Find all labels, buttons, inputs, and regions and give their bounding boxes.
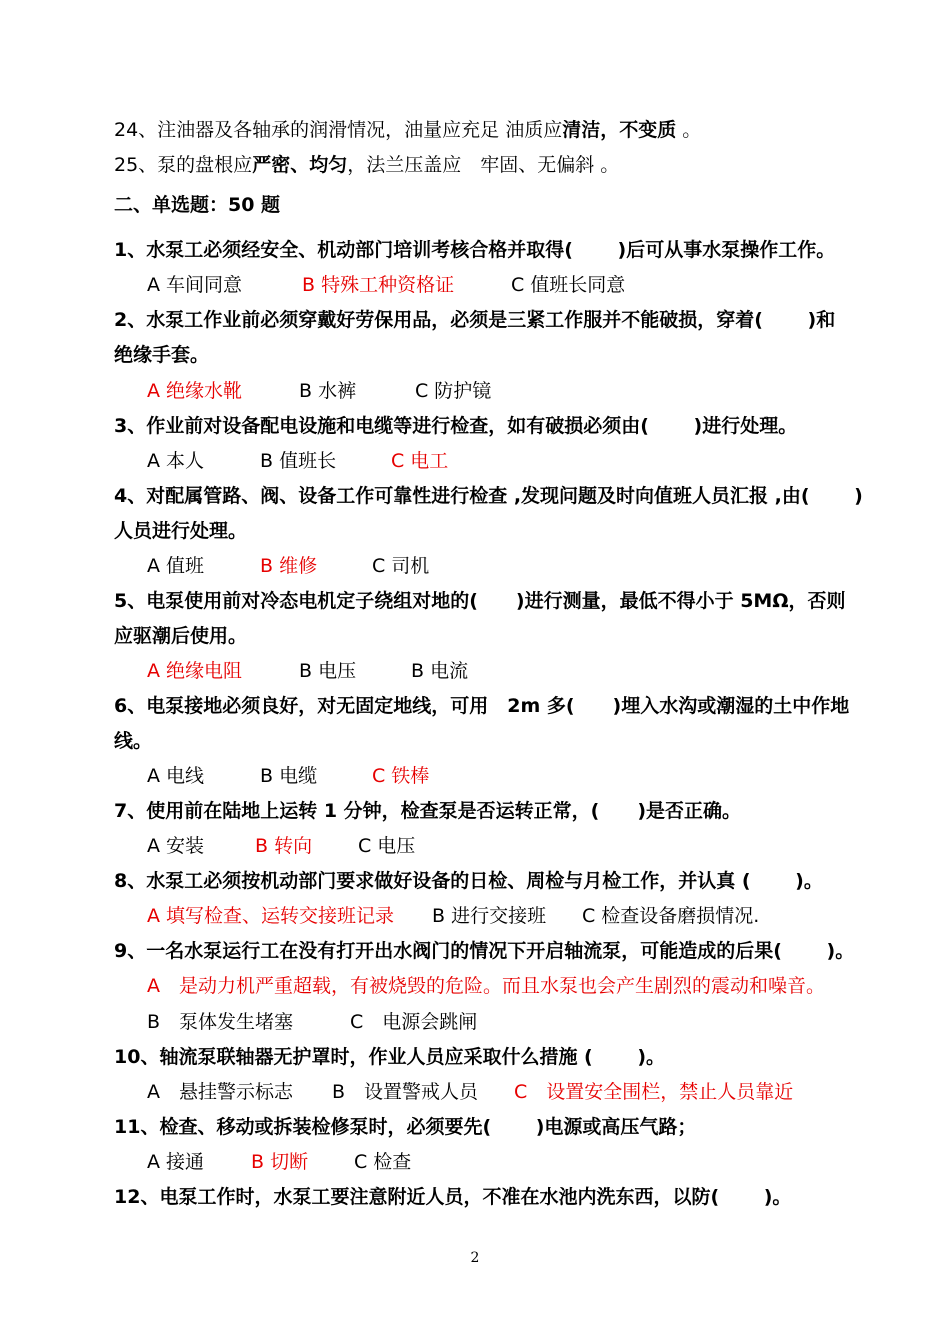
- option-c: C 电压: [358, 835, 416, 857]
- option-c: B 电流: [411, 660, 469, 682]
- option-c: C 值班长同意: [511, 274, 626, 296]
- question-7: 7、使用前在陆地上运转 1 分钟，检查泵是否运转正常，( )是否正确。: [114, 800, 742, 822]
- option-a-answer: A 绝缘电阻: [147, 660, 243, 682]
- option-b-answer: B 特殊工种资格证: [302, 274, 455, 296]
- option-c: C 电源会跳闸: [350, 1011, 478, 1033]
- question-5-cont: 应驱潮后使用。: [114, 625, 248, 647]
- question-4-cont: 人员进行处理。: [114, 520, 248, 542]
- question-10: 10、轴流泵联轴器无护罩时，作业人员应采取什么措施 ( )。: [114, 1046, 666, 1068]
- option-b: B 进行交接班: [432, 905, 547, 927]
- question-9: 9、一名水泵运行工在没有打开出水阀门的情况下开启轴流泵，可能造成的后果( )。: [114, 940, 855, 962]
- option-c-answer: C 电工: [391, 450, 449, 472]
- option-a: A 值班: [147, 555, 205, 577]
- option-a: A 悬挂警示标志: [147, 1081, 293, 1103]
- option-c: C 防护镜: [415, 380, 492, 402]
- option-b-answer: B 切断: [251, 1151, 309, 1173]
- question-6: 6、电泵接地必须良好，对无固定地线，可用 2m 多( )埋入水沟或潮湿的土中作地: [114, 695, 850, 717]
- option-a-answer: A 填写检查、运转交接班记录: [147, 905, 395, 927]
- question-8: 8、水泵工必须按机动部门要求做好设备的日检、周检与月检工作，并认真 ( )。: [114, 870, 823, 892]
- question-6-cont: 线。: [114, 730, 153, 752]
- option-b: B 泵体发生堵塞: [147, 1011, 294, 1033]
- option-c-answer: C 设置安全围栏，禁止人员靠近: [514, 1081, 794, 1103]
- question-11: 11、检查、移动或拆装检修泵时，必须要先( )电源或高压气路；: [114, 1116, 697, 1138]
- option-a: A 接通: [147, 1151, 205, 1173]
- option-b: B 电压: [299, 660, 357, 682]
- option-b-answer: B 转向: [255, 835, 313, 857]
- option-a-answer: A 是动力机严重超载，有被烧毁的危险。而且水泵也会产生剧烈的震动和噪音。: [147, 975, 825, 997]
- fill-item-24: 24、注油器及各轴承的润滑情况，油量应充足 油质应清洁，不变质 。: [114, 119, 702, 141]
- option-b: B 值班长: [260, 450, 337, 472]
- option-a: A 车间同意: [147, 274, 243, 296]
- option-a: A 本人: [147, 450, 205, 472]
- option-a: A 电线: [147, 765, 205, 787]
- question-3: 3、作业前对设备配电设施和电缆等进行检查，如有破损必须由( )进行处理。: [114, 415, 798, 437]
- page-number: 2: [470, 1250, 480, 1266]
- option-b: B 设置警戒人员: [332, 1081, 479, 1103]
- question-1: 1、水泵工必须经安全、机动部门培训考核合格并取得( )后可从事水泵操作工作。: [114, 239, 836, 261]
- question-2-cont: 绝缘手套。: [114, 344, 210, 366]
- question-4: 4、对配属管路、阀、设备工作可靠性进行检查 ,发现问题及时向值班人员汇报 ,由( ): [114, 485, 863, 507]
- option-c: C 检查: [354, 1151, 412, 1173]
- question-12: 12、电泵工作时，水泵工要注意附近人员，不准在水池内洗东西，以防( )。: [114, 1186, 792, 1208]
- option-a-answer: A 绝缘水靴: [147, 380, 243, 402]
- option-a: A 安装: [147, 835, 205, 857]
- section-title: 二、单选题：50 题: [114, 194, 281, 216]
- option-c: C 司机: [372, 555, 430, 577]
- option-b-answer: B 维修: [260, 555, 318, 577]
- question-5: 5、电泵使用前对冷态电机定子绕组对地的( )进行测量，最低不得小于 5MΩ，否则: [114, 590, 846, 612]
- option-c: C 检查设备磨损情况.: [582, 905, 760, 927]
- question-2: 2、水泵工作业前必须穿戴好劳保用品，必须是三紧工作服并不能破损，穿着( )和: [114, 309, 836, 331]
- fill-item-25: 25、泵的盘根应严密、均匀，法兰压盖应 牢固、无偏斜 。: [114, 154, 620, 176]
- option-b: B 水裤: [299, 380, 357, 402]
- option-c-answer: C 铁棒: [372, 765, 430, 787]
- option-b: B 电缆: [260, 765, 318, 787]
